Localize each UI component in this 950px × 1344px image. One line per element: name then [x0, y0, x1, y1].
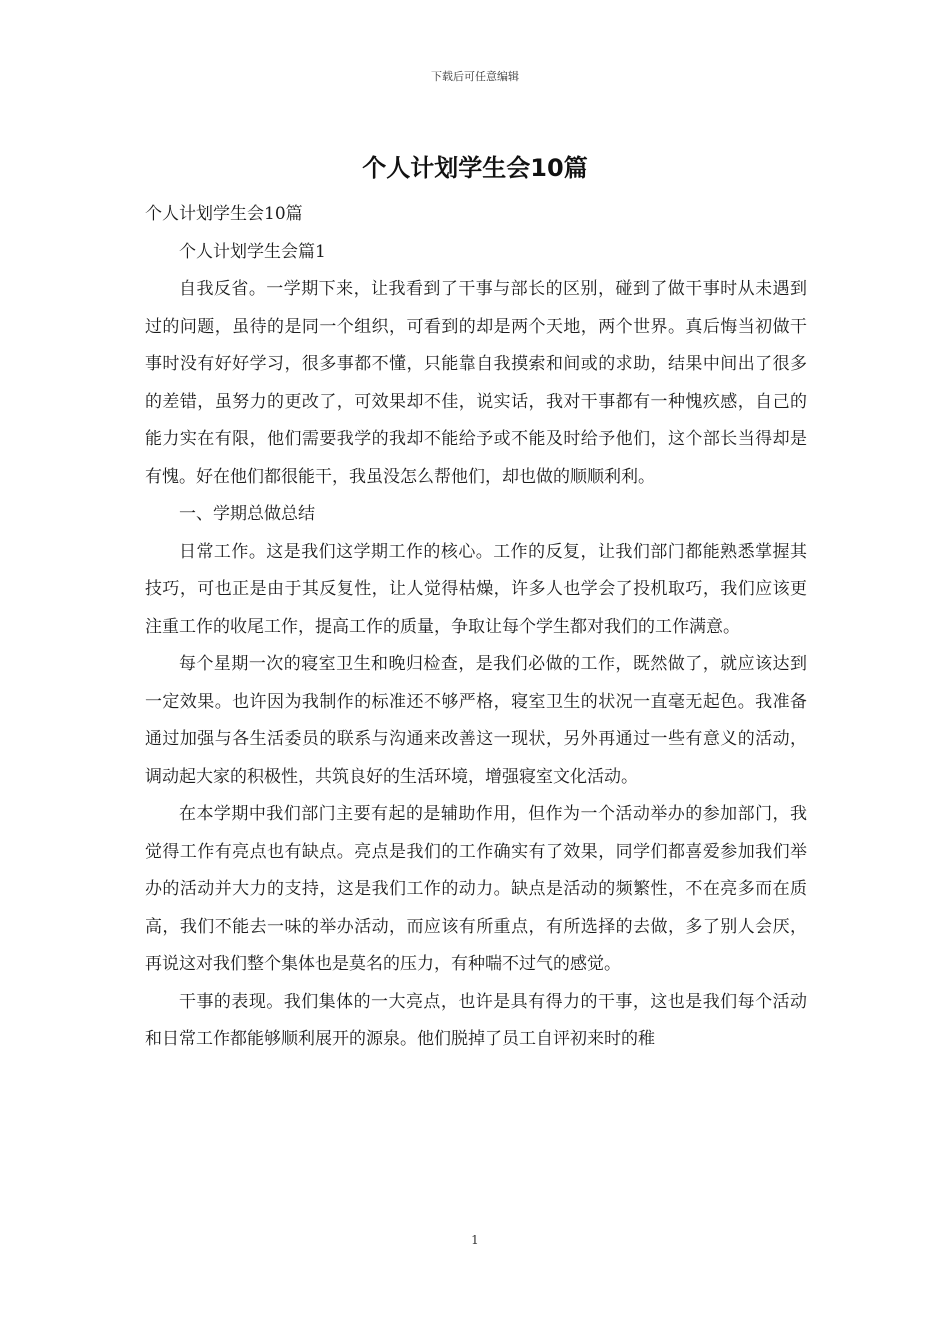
- body-paragraph: 干事的表现。我们集体的一大亮点，也许是具有得力的干事，这也是我们每个活动和日常工作都能够顺利展开的源泉。他们脱掉了员工自评初来时的稚: [145, 991, 807, 1049]
- body-paragraph: 在本学期中我们部门主要有起的是辅助作用，但作为一个活动举办的参加部门，我觉得工作有亮点也有缺点。亮点是我们的工作确实有了效果，同学们都喜爱参加我们举办的活动并大力的支持，这是我们工作的动力。缺点是活动的频繁性，不在亮多而在质高，我们不能去一味的举办活动，而应该有所重点，有所选择的去做，多了别人会厌，再说这对我们整个集体也是莫名的压力，有种喘不过气的感觉。: [145, 804, 807, 974]
- document-body: [145, 196, 807, 1059]
- body-paragraph: 每个星期一次的寝室卫生和晚归检查，是我们必做的工作，既然做了，就应该达到一定效果。也许因为我制作的标准还不够严格，寝室卫生的状况一直毫无起色。我准备通过加强与各生活委员的联系与沟通来改善这一现状，另外再通过一些有意义的活动，调动起大家的积极性，共筑良好的生活环境，增强寝室文化活动。: [145, 654, 807, 787]
- page-number: 1: [471, 1233, 479, 1247]
- body-paragraph: 自我反省。一学期下来，让我看到了干事与部长的区别，碰到了做干事时从未遇到过的问题，虽待的是同一个组织，可看到的却是两个天地，两个世界。真后悔当初做干事时没有好好学习，很多事都不懂，只能靠自我摸索和间或的求助，结果中间出了很多的差错，虽努力的更改了，可效果却不佳，说实话，我对干事都有一种愧疚感，自己的能力实在有限，他们需要我学的我却不能给予或不能及时给予他们，这个部长当得却是有愧。好在他们都很能干，我虽没怎么帮他们，却也做的顺顺利利。: [145, 279, 807, 487]
- sub-heading: 一、学期总做总结: [179, 504, 315, 524]
- document-subtitle: 个人计划学生会10篇: [145, 204, 303, 224]
- section-heading: 个人计划学生会篇1: [179, 241, 326, 262]
- document-title: 个人计划学生会10篇: [362, 154, 588, 182]
- page-header: 下载后可任意编辑: [431, 70, 519, 83]
- body-paragraph: 日常工作。这是我们这学期工作的核心。工作的反复，让我们部门都能熟悉掌握其技巧，可也正是由于其反复性，让人觉得枯燥，许多人也学会了投机取巧，我们应该更注重工作的收尾工作，提高工作的质量，争取让每个学生都对我们的工作满意。: [145, 541, 807, 637]
